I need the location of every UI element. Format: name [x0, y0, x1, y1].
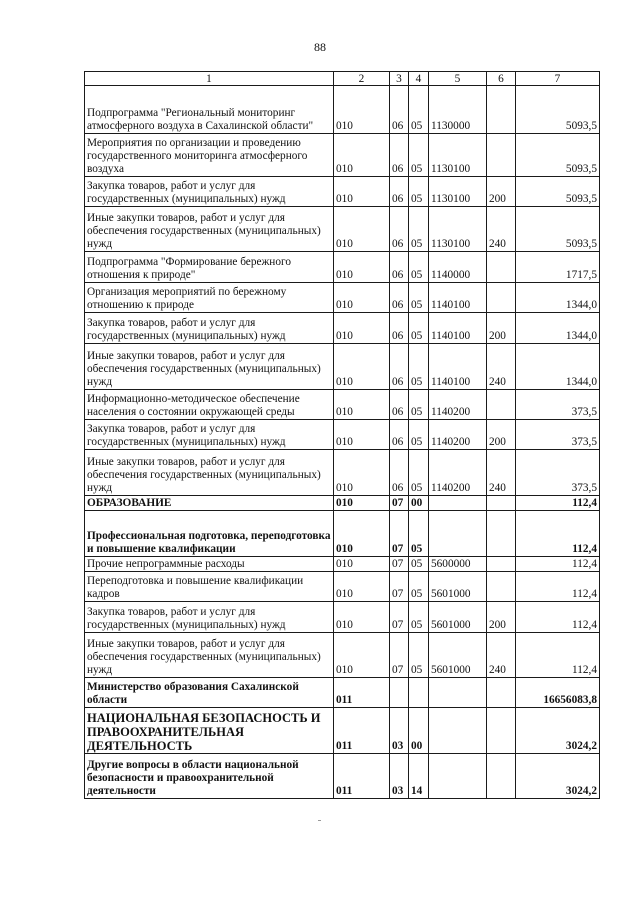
row-expense-type: 200 [487, 420, 516, 450]
row-section: 07 [390, 572, 409, 602]
row-subsection: 05 [409, 344, 429, 390]
row-target-article: 1140000 [429, 252, 487, 283]
row-section: 07 [390, 557, 409, 572]
row-amount: 112,4 [516, 496, 600, 511]
row-section: 06 [390, 450, 409, 496]
row-name: Профессиональная подготовка, переподготовка и повышение квалификации [85, 511, 334, 557]
row-expense-type [487, 390, 516, 420]
row-admin-code: 010 [334, 86, 390, 134]
table-row [85, 678, 600, 708]
row-name: Переподготовка и повышение квалификации кадров [85, 572, 334, 602]
row-name: Закупка товаров, работ и услуг для государственных (муниципальных) нужд [85, 313, 334, 344]
row-target-article: 1130000 [429, 86, 487, 134]
row-amount: 112,4 [516, 557, 600, 572]
row-admin-code: 011 [334, 754, 390, 799]
row-subsection: 05 [409, 134, 429, 177]
table-row [85, 602, 600, 633]
row-amount: 1344,0 [516, 283, 600, 313]
row-name: Закупка товаров, работ и услуг для государственных (муниципальных) нужд [85, 177, 334, 207]
row-admin-code: 010 [334, 511, 390, 557]
row-subsection: 05 [409, 557, 429, 572]
row-section: 06 [390, 390, 409, 420]
row-name: Организация мероприятий по бережному отношению к природе [85, 283, 334, 313]
table-header-row [85, 72, 600, 86]
row-section: 07 [390, 496, 409, 511]
row-target-article [429, 511, 487, 557]
row-amount: 112,4 [516, 633, 600, 678]
row-expense-type [487, 134, 516, 177]
table-row [85, 572, 600, 602]
row-expense-type [487, 511, 516, 557]
page-footer-mark [318, 820, 321, 821]
row-target-article: 5600000 [429, 557, 487, 572]
row-name: ОБРАЗОВАНИЕ [85, 496, 334, 511]
row-target-article: 5601000 [429, 633, 487, 678]
row-expense-type [487, 708, 516, 754]
column-header-6: 6 [487, 72, 516, 86]
row-amount: 1717,5 [516, 252, 600, 283]
column-header-1: 1 [85, 72, 334, 86]
row-target-article: 1140100 [429, 283, 487, 313]
row-subsection: 05 [409, 207, 429, 252]
row-section: 06 [390, 344, 409, 390]
row-target-article: 1140200 [429, 420, 487, 450]
row-amount: 373,5 [516, 420, 600, 450]
row-expense-type: 200 [487, 177, 516, 207]
row-section: 06 [390, 207, 409, 252]
row-subsection: 14 [409, 754, 429, 799]
row-section: 07 [390, 633, 409, 678]
table-row [85, 511, 600, 557]
row-target-article [429, 496, 487, 511]
row-section: 06 [390, 134, 409, 177]
row-target-article: 1130100 [429, 207, 487, 252]
row-target-article: 5601000 [429, 602, 487, 633]
table-row [85, 496, 600, 511]
row-subsection: 05 [409, 450, 429, 496]
row-amount: 3024,2 [516, 708, 600, 754]
row-expense-type: 240 [487, 633, 516, 678]
row-admin-code: 010 [334, 177, 390, 207]
row-name: Информационно-методическое обеспечение населения о состоянии окружающей среды [85, 390, 334, 420]
row-admin-code: 010 [334, 572, 390, 602]
row-subsection: 05 [409, 313, 429, 344]
table-row [85, 86, 600, 134]
row-amount: 5093,5 [516, 207, 600, 252]
row-expense-type: 240 [487, 344, 516, 390]
column-header-5: 5 [429, 72, 487, 86]
row-admin-code: 010 [334, 420, 390, 450]
table-row [85, 390, 600, 420]
row-subsection: 05 [409, 86, 429, 134]
row-section: 07 [390, 602, 409, 633]
row-expense-type [487, 283, 516, 313]
row-amount: 112,4 [516, 572, 600, 602]
page-number: 88 [314, 40, 326, 54]
row-subsection: 05 [409, 252, 429, 283]
row-name: Закупка товаров, работ и услуг для государственных (муниципальных) нужд [85, 420, 334, 450]
row-amount: 5093,5 [516, 177, 600, 207]
column-header-3: 3 [390, 72, 409, 86]
row-target-article [429, 708, 487, 754]
row-subsection: 05 [409, 572, 429, 602]
row-admin-code: 011 [334, 708, 390, 754]
table-row [85, 344, 600, 390]
row-amount: 373,5 [516, 390, 600, 420]
row-expense-type: 200 [487, 602, 516, 633]
column-header-7: 7 [516, 72, 600, 86]
row-subsection: 05 [409, 177, 429, 207]
row-subsection: 00 [409, 496, 429, 511]
row-admin-code: 010 [334, 283, 390, 313]
row-name: Иные закупки товаров, работ и услуг для обеспечения государственных (муниципальных) нужд [85, 207, 334, 252]
row-name: Закупка товаров, работ и услуг для государственных (муниципальных) нужд [85, 602, 334, 633]
row-target-article [429, 754, 487, 799]
row-name: Подпрограмма "Региональный мониторинг атмосферного воздуха в Сахалинской области" [85, 86, 334, 134]
row-expense-type [487, 678, 516, 708]
budget-table [84, 71, 600, 799]
row-target-article: 1130100 [429, 177, 487, 207]
row-expense-type: 240 [487, 450, 516, 496]
row-section: 03 [390, 754, 409, 799]
row-target-article: 5601000 [429, 572, 487, 602]
row-amount: 5093,5 [516, 86, 600, 134]
row-admin-code: 010 [334, 390, 390, 420]
row-admin-code: 010 [334, 344, 390, 390]
row-section: 06 [390, 420, 409, 450]
table-row [85, 177, 600, 207]
table-row [85, 754, 600, 799]
row-amount: 16656083,8 [516, 678, 600, 708]
row-target-article [429, 678, 487, 708]
table-row [85, 708, 600, 754]
table-row [85, 283, 600, 313]
table-row [85, 313, 600, 344]
row-admin-code: 010 [334, 252, 390, 283]
row-subsection: 00 [409, 708, 429, 754]
row-subsection: 05 [409, 511, 429, 557]
row-section: 06 [390, 177, 409, 207]
row-subsection [409, 678, 429, 708]
row-expense-type: 200 [487, 313, 516, 344]
table-row [85, 450, 600, 496]
table-row [85, 420, 600, 450]
row-admin-code: 011 [334, 678, 390, 708]
row-expense-type [487, 496, 516, 511]
row-expense-type [487, 557, 516, 572]
row-section: 06 [390, 86, 409, 134]
row-amount: 112,4 [516, 511, 600, 557]
row-section: 06 [390, 252, 409, 283]
row-admin-code: 010 [334, 496, 390, 511]
row-admin-code: 010 [334, 207, 390, 252]
row-amount: 1344,0 [516, 313, 600, 344]
row-admin-code: 010 [334, 557, 390, 572]
row-admin-code: 010 [334, 450, 390, 496]
row-admin-code: 010 [334, 134, 390, 177]
row-subsection: 05 [409, 633, 429, 678]
table-row [85, 557, 600, 572]
row-subsection: 05 [409, 602, 429, 633]
table-row [85, 207, 600, 252]
row-name: Прочие непрограммные расходы [85, 557, 334, 572]
row-section: 06 [390, 313, 409, 344]
row-admin-code: 010 [334, 313, 390, 344]
row-target-article: 1130100 [429, 134, 487, 177]
row-subsection: 05 [409, 390, 429, 420]
row-section: 03 [390, 708, 409, 754]
column-header-4: 4 [409, 72, 429, 86]
row-section: 07 [390, 511, 409, 557]
row-admin-code: 010 [334, 633, 390, 678]
row-target-article: 1140200 [429, 450, 487, 496]
row-admin-code: 010 [334, 602, 390, 633]
row-target-article: 1140200 [429, 390, 487, 420]
row-name: Подпрограмма "Формирование бережного отношения к природе" [85, 252, 334, 283]
row-name: Другие вопросы в области национальной безопасности и правоохранительной деятельности [85, 754, 334, 799]
row-name: НАЦИОНАЛЬНАЯ БЕЗОПАСНОСТЬ И ПРАВООХРАНИТЕЛЬНАЯ ДЕЯТЕЛЬНОСТЬ [85, 708, 334, 754]
row-amount: 3024,2 [516, 754, 600, 799]
column-header-2: 2 [334, 72, 390, 86]
row-subsection: 05 [409, 283, 429, 313]
row-name: Мероприятия по организации и проведению государственного мониторинга атмосферного воздуха [85, 134, 334, 177]
row-expense-type [487, 754, 516, 799]
row-section [390, 678, 409, 708]
row-amount: 1344,0 [516, 344, 600, 390]
row-expense-type: 240 [487, 207, 516, 252]
row-name: Иные закупки товаров, работ и услуг для обеспечения государственных (муниципальных) нужд [85, 450, 334, 496]
row-section: 06 [390, 283, 409, 313]
row-amount: 373,5 [516, 450, 600, 496]
row-target-article: 1140100 [429, 313, 487, 344]
table-body [85, 86, 600, 799]
row-amount: 112,4 [516, 602, 600, 633]
row-amount: 5093,5 [516, 134, 600, 177]
row-name: Министерство образования Сахалинской области [85, 678, 334, 708]
row-subsection: 05 [409, 420, 429, 450]
table-row [85, 134, 600, 177]
row-expense-type [487, 252, 516, 283]
row-expense-type [487, 86, 516, 134]
row-expense-type [487, 572, 516, 602]
row-name: Иные закупки товаров, работ и услуг для обеспечения государственных (муниципальных) нужд [85, 633, 334, 678]
table-row [85, 633, 600, 678]
table-row [85, 252, 600, 283]
row-target-article: 1140100 [429, 344, 487, 390]
row-name: Иные закупки товаров, работ и услуг для обеспечения государственных (муниципальных) нужд [85, 344, 334, 390]
